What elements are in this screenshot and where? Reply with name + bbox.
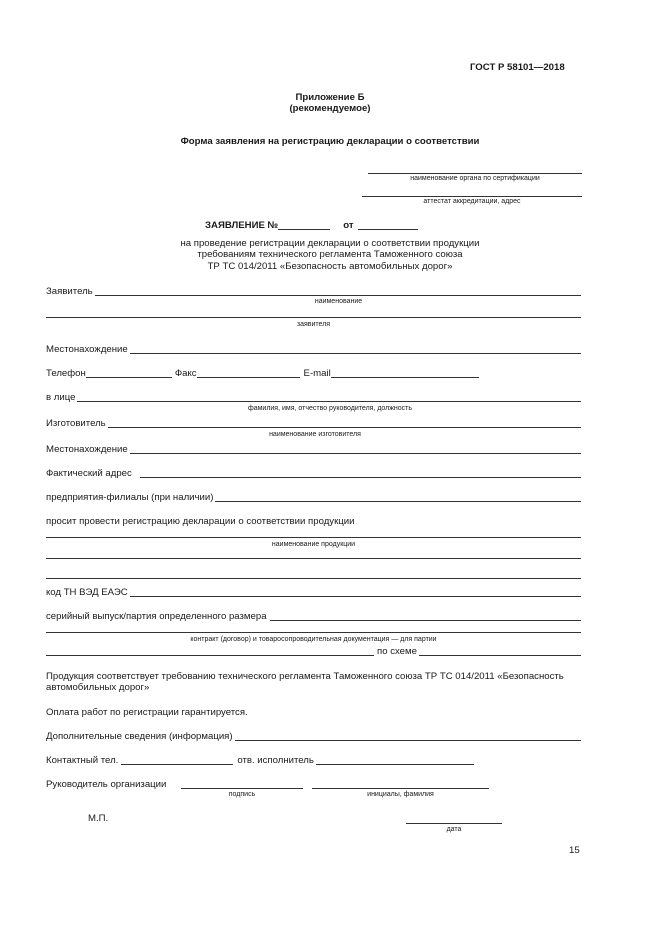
contract-field-2[interactable] xyxy=(46,647,374,656)
contract-field[interactable] xyxy=(46,632,581,633)
applicant-row xyxy=(46,286,581,297)
purpose-line-3: ТР ТС 014/2011 «Безопасность автомобильных дорог» xyxy=(207,261,453,272)
serial-row xyxy=(46,611,581,622)
additional-row xyxy=(46,731,581,742)
authority-name-caption: наименование органа по сертификации xyxy=(410,175,540,182)
compliance-line-2: автомобильных дорог» xyxy=(46,682,150,693)
scheme-field[interactable] xyxy=(419,647,581,656)
executor-field[interactable] xyxy=(316,756,474,765)
serial-field[interactable] xyxy=(270,612,581,621)
statement-heading xyxy=(205,220,418,231)
represented-label: в лице xyxy=(46,392,76,403)
additional-label: Дополнительные сведения (информация) xyxy=(46,731,233,742)
statement-number-field[interactable] xyxy=(278,221,330,230)
accreditation-caption: аттестат аккредитации, адрес xyxy=(423,198,521,205)
form-title: Форма заявления на регистрацию декларации о соответствии xyxy=(180,136,480,147)
contact-row xyxy=(46,755,474,766)
represented-field[interactable] xyxy=(77,393,581,402)
location-field[interactable] xyxy=(130,345,581,354)
applicant-label: Заявитель xyxy=(46,286,93,297)
represented-caption: фамилия, имя, отчество руководителя, должность xyxy=(247,405,413,412)
email-field[interactable] xyxy=(331,369,479,378)
accreditation-line[interactable] xyxy=(362,196,582,197)
compliance-line-1: Продукция соответствует требованию технического регламента Таможенного союза ТР ТС 014/2011 «Безопасность xyxy=(46,671,564,682)
signature-field[interactable] xyxy=(181,788,303,789)
product-field-1[interactable] xyxy=(46,537,581,538)
manufacturer-location-label: Местонахождение xyxy=(46,444,128,455)
manufacturer-field[interactable] xyxy=(108,419,581,428)
document-code: ГОСТ Р 58101—2018 xyxy=(470,62,565,73)
applicant-field[interactable] xyxy=(95,287,581,296)
manufacturer-location-row xyxy=(46,444,581,455)
contact-phone-field[interactable] xyxy=(121,756,233,765)
manufacturer-row xyxy=(46,418,581,429)
product-field-3[interactable] xyxy=(46,578,581,579)
tn-ved-row xyxy=(46,587,581,598)
date-caption: дата xyxy=(446,826,462,833)
additional-field[interactable] xyxy=(235,732,581,741)
actual-address-field[interactable] xyxy=(140,469,581,478)
phone-label: Телефон xyxy=(46,368,86,379)
product-field-2[interactable] xyxy=(46,558,581,559)
signature-caption: подпись xyxy=(228,791,256,798)
tn-ved-label: код ТН ВЭД ЕАЭС xyxy=(46,587,128,598)
contact-phone-label: Контактный тел. xyxy=(46,755,119,766)
statement-date-label: от xyxy=(343,220,354,231)
location-label: Местонахождение xyxy=(46,344,128,355)
actual-address-label: Фактический адрес xyxy=(46,468,132,479)
head-label: Руководитель организации xyxy=(46,779,167,790)
statement-date-field[interactable] xyxy=(358,221,418,230)
scheme-label: по схеме xyxy=(377,646,417,657)
manufacturer-caption: наименование изготовителя xyxy=(269,431,361,438)
serial-label: серийный выпуск/партия определенного размера xyxy=(46,611,267,622)
request-text: просит провести регистрацию декларации о соответствии продукции xyxy=(46,516,355,527)
branches-label: предприятия-филиалы (при наличии) xyxy=(46,492,214,503)
manufacturer-label: Изготовитель xyxy=(46,418,106,429)
purpose-line-2: требованиям технического регламента Таможенного союза xyxy=(197,249,463,260)
initials-field[interactable] xyxy=(312,788,489,789)
branches-field[interactable] xyxy=(215,493,581,502)
applicant-caption-2: заявителя xyxy=(296,321,331,328)
location-row xyxy=(46,344,581,355)
represented-row xyxy=(46,392,581,403)
initials-caption: инициалы, фамилия xyxy=(367,791,434,798)
page-number: 15 xyxy=(569,845,580,856)
authority-name-line[interactable] xyxy=(368,173,582,174)
applicant-field-2[interactable] xyxy=(46,317,581,318)
applicant-caption-1: наименование xyxy=(314,298,363,305)
tn-ved-field[interactable] xyxy=(130,588,581,597)
date-field[interactable] xyxy=(406,823,502,824)
scheme-row xyxy=(46,646,581,657)
actual-address-row xyxy=(46,468,581,479)
appendix-subtitle: (рекомендуемое) xyxy=(289,103,371,114)
manufacturer-location-field[interactable] xyxy=(130,445,581,454)
product-caption: наименование продукции xyxy=(271,541,356,548)
fax-field[interactable] xyxy=(197,369,300,378)
phone-field[interactable] xyxy=(86,369,172,378)
statement-number-label: ЗАЯВЛЕНИЕ № xyxy=(205,220,279,231)
executor-label: отв. исполнитель xyxy=(237,755,314,766)
payment-text: Оплата работ по регистрации гарантируется. xyxy=(46,707,248,718)
contract-caption: контракт (договор) и товаросопроводительная документация — для партии xyxy=(190,636,437,643)
branches-row xyxy=(46,492,581,503)
purpose-line-1: на проведение регистрации декларации о соответствии продукции xyxy=(180,238,480,249)
contacts-row xyxy=(46,368,479,379)
appendix-title: Приложение Б xyxy=(295,92,365,103)
email-label: E-mail xyxy=(303,368,331,379)
fax-label: Факс xyxy=(174,368,197,379)
seal-label: М.П. xyxy=(88,813,109,824)
